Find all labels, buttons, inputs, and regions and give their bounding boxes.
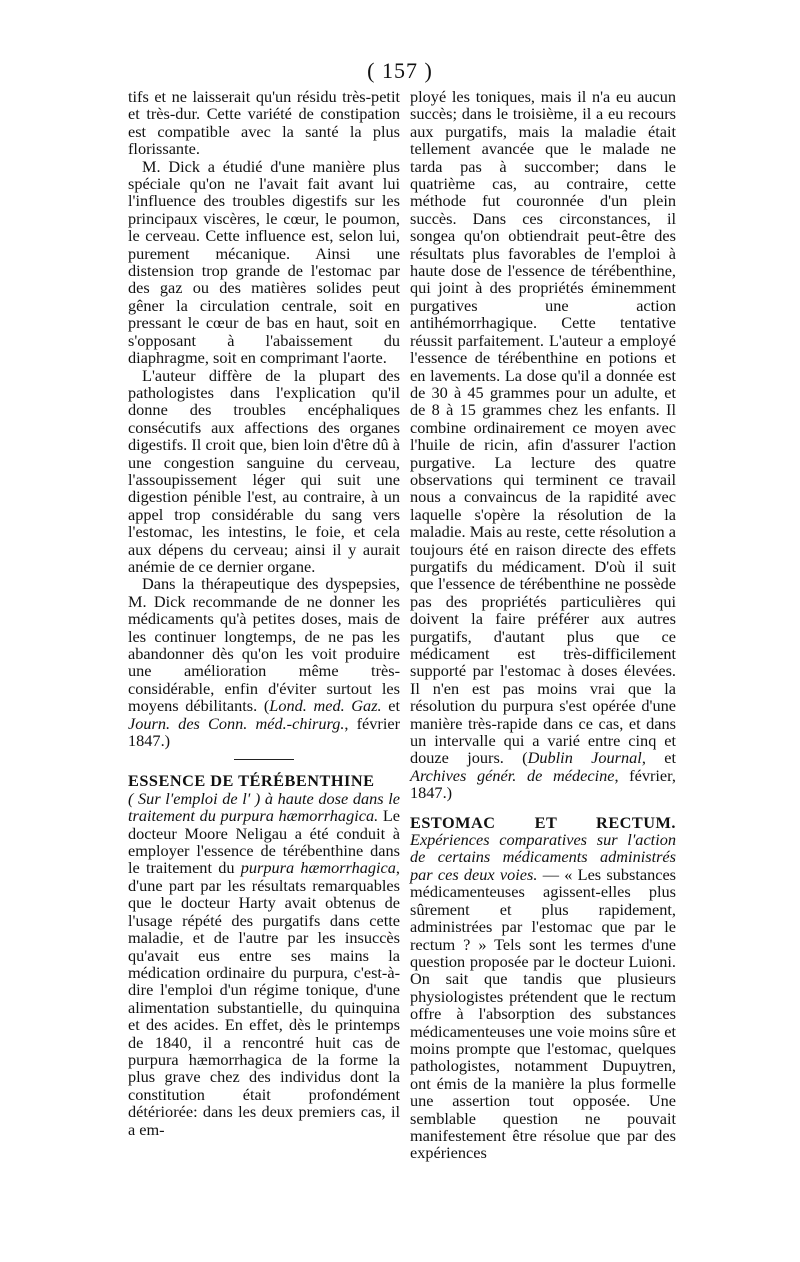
citation-source: Archives génér. de médecine [410, 765, 615, 785]
section-subtitle: ( Sur l'emploi de l' ) à haute dose dans le traitement du purpura hæmorrhagica. [128, 788, 400, 826]
paragraph-text: ployé les toniques, mais il n'a eu aucun succès; dans le troisième, il a eu recours aux purgatifs, mais la maladie était tellement avancée que le malade ne tarda pas à succomber; dans le quatrième cas, au contraire, cette méthode fut couronnée d'un plein succès. Dans ces circonstances, il songea qu'on obtiendrait peut-être des résultats plus favorables de l'emploi à haute dose de l'essence de térébenthine, qui joint à des propriétés éminemment purgatives une action antihémorrhagique. Cette tentative réussit parfaitement. L'auteur a employé l'essence de térébenthine en potions et en lavements. La dose qu'il a donnée est de 30 à 45 grammes pour un adulte, et de 8 à 15 grammes chez les enfants. Il combine ordinairement ce moyen avec l'huile de ricin, afin d'assurer l'action purgative. La lecture des quatre observations qui terminent ce travail nous a convaincus de la rapidité avec laquelle s'opère la résolution de la maladie. Mais au reste, cette résolution a toujours été en raison directe des effets purgatifs du médicament. D'où il suit que l'essence de térébenthine ne possède pas des propriétés particulières qui doivent la faire préférer aux autres purgatifs, d'autant plus que ce médicament est très-difficilement supporté par l'estomac à doses élevées. Il n'en est pas moins vrai que la résolution du purpura s'est opérée d'une manière très-rapide dans ce cas, et dans un intervalle qui a varié entre cinq et douze jours. ( [410, 87, 676, 768]
section-heading [128, 772, 400, 1138]
paragraph-text: Dans la thérapeutique des dyspepsies, M. Dick recommande de ne donner les médicaments qu'à petites doses, mais de les continuer longtemps, de ne pas les abandonner dès qu'on les voit produire une amélioration même très-considérable, enfin d'éviter surtout les moyens débilitants. ( [128, 574, 400, 716]
paragraph-text: , d'une part par les résultats remarquables que le docteur Harty avait obtenus de l'usage répété des purgatifs dans cette maladie, et de l'autre par les insuccès qu'avait eus entre ses mains la médication ordinaire du purpura, c'est-à-dire l'emploi d'un régime tonique, d'une alimentation substantielle, du quinquina et des acides. En effet, dès le printemps de 1840, il a rencontré huit cas de purpura hæmorrhagica de la forme la plus grave chez des individus dont la constitution était profondément détériorée: dans les deux premiers cas, il a em- [128, 858, 400, 1139]
section-title: ESTOMAC ET RECTUM. [410, 812, 676, 832]
citation-connector: et [381, 696, 401, 716]
citation-date: , février, 1847.) [410, 765, 676, 803]
paragraph: tifs et ne laisserait qu'un résidu très-petit et très-dur. Cette variété de constipation est compatible avec la santé la plus florissante. [128, 87, 400, 159]
section-heading [410, 814, 676, 1162]
paragraph: M. Dick a étudié d'une manière plus spéciale qu'on ne l'avait fait avant lui l'influence des troubles digestifs sur les principaux viscères, le cœur, le poumon, le cerveau. Cette influence est, selon lui, purement mécanique. Ainsi une distension trop grande de l'estomac par des gaz ou des matières solides peut gêner la circulation centrale, soit en pressant le cœur de bas en haut, soit en s'opposant à l'abaissement du diaphragme, soit en comprimant l'aorte. [128, 156, 400, 368]
section-title: ESSENCE DE TÉRÉBENTHINE [128, 771, 375, 791]
paragraph [128, 575, 400, 749]
paragraph-text: — « Les substances médicamenteuses agissent-elles plus sûrement et plus rapidement, administrées par l'estomac que par le rectum ? » Tels sont les termes d'une question proposée par le docteur Luioni. On sait que tandis que plusieurs physiologistes prétendent que le rectum offre à l'absorption des substances médicamenteuses une voie moins sûre et moins prompte que l'estomac, quelques pathologistes, notamment Dupuytren, ont émis de la manière la plus formelle une assertion tout opposée. Une semblable question ne pouvait manifestement être résolue que par des expériences [410, 864, 677, 1163]
left-column [128, 88, 400, 1138]
paragraph-text: Le docteur Moore Neligau a été conduit à employer l'essence de térébenthine dans le traitement du [128, 806, 400, 878]
section-divider [234, 759, 294, 760]
citation-date: , février 1847.) [128, 713, 400, 751]
page-number: ( 157 ) [367, 58, 433, 83]
citation-source: Dublin Journal [527, 748, 642, 768]
italic-term: purpura hæmorrhagica [240, 858, 396, 878]
section-subtitle: Expériences comparatives sur l'action de certains médicaments administrés par ces deux voies. [410, 830, 676, 884]
paragraph: L'auteur diffère de la plupart des pathologistes dans l'explication qu'il donne des troubles encéphaliques consécutifs aux affections des organes digestifs. Il croit que, bien loin d'être dû à une congestion sanguine du cerveau, l'assoupissement léger qui suit une digestion pénible l'est, au contraire, à un appel trop considérable du sang vers l'estomac, les intestins, le foie, et cela aux dépens du cerveau; ainsi il y aurait anémie de ce dernier organe. [128, 365, 400, 576]
right-column [410, 88, 676, 1162]
paragraph [410, 88, 676, 802]
citation-source: Lond. med. Gaz. [269, 696, 382, 716]
citation-source: Journ. des Conn. méd.-chirurg. [128, 713, 345, 733]
citation-connector: , et [641, 748, 676, 768]
